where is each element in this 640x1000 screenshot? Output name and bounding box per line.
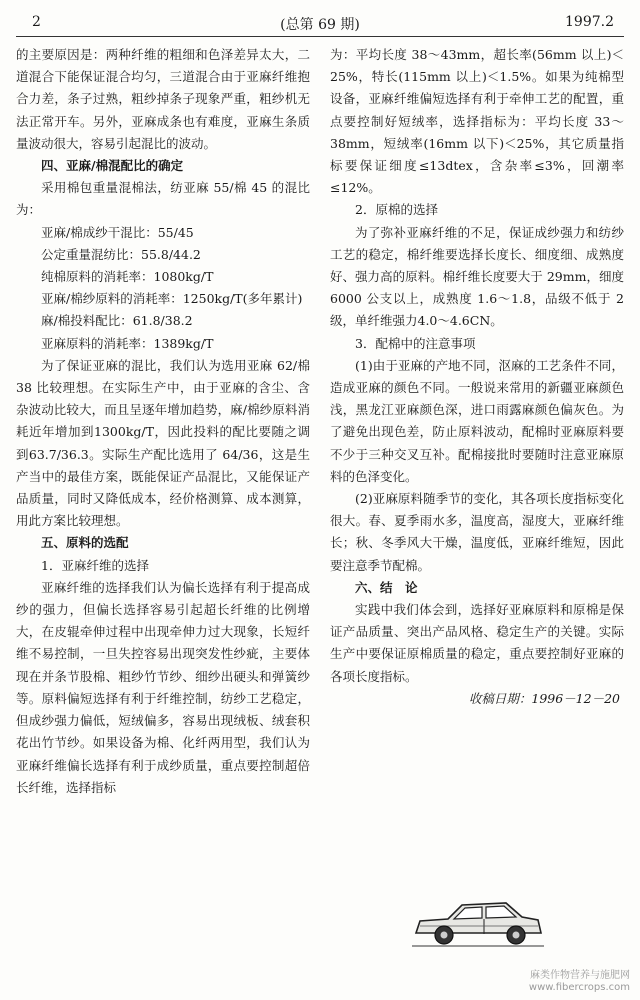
issue-date: 1997.2 — [565, 14, 614, 30]
paragraph: 公定重量混纺比：55.8/44.2 — [41, 246, 201, 262]
watermark — [529, 970, 630, 994]
watermark-url: www.fibercrops.com — [528, 982, 630, 993]
paragraph: 亚麻原料的消耗率：1389kg/T — [41, 335, 214, 351]
paragraph: 亚麻/棉成纱干混比：55/45 — [41, 224, 194, 240]
subsection-heading: 1．亚麻纤维的选择 — [41, 557, 149, 573]
paragraph: 纯棉原料的消耗率：1080kg/T — [41, 269, 214, 285]
watermark-name: 麻类作物营养与施肥网 — [530, 970, 630, 981]
received-date: 收稿日期：1996－12－20 — [468, 690, 620, 706]
section-heading: 五、原料的选配 — [41, 535, 129, 551]
page-header — [16, 8, 624, 37]
paragraph: 的主要原因是：两种纤维的粗细和色泽差异太大，二道混合下能保证混合均匀，三道混合由于亚麻纤维抱合力差，条子过熟，粗纱掉条子现象严重，粗纱机无法正常开车。另外，亚麻成条也有难度，亚麻生条质量波动很大，容易引起混比的波动。 — [16, 47, 310, 151]
car-illustration — [410, 893, 546, 955]
subsection-heading: 3．配棉中的注意事项 — [355, 335, 476, 351]
issue-number: (总第 69 期) — [280, 17, 360, 33]
paragraph: 亚麻/棉纱原料的消耗率：1250kg/T(多年累计) — [41, 291, 303, 307]
paragraph: 为：平均长度 38～43mm，超长率(56mm 以上)＜25%，特长(115mm 以上)＜1.5%。如果为纯棉型设备，亚麻纤维偏短选择有利于牵伸工艺的配置，重点要控制好短绒率，选择指标为：平均长度 33～38mm，短绒率(16mm 以下)＜25%，其它质量指标要保证细度≤13dtex，含杂率≤3%，回潮率≤12%。 — [330, 47, 624, 196]
paragraph: 为了弥补亚麻纤维的不足，保证成纱强力和纺纱工艺的稳定，棉纤维要选择长度长、细度细、成熟度好、强力高的原料。棉纤维长度要大于 29mm，细度 6000 公支以上，成熟度 1.6～1.8，品级不低于 2 级，单纤维强力4.0～4.6CN。 — [330, 224, 624, 329]
section-heading: 六、结 论 — [355, 579, 418, 595]
paragraph: (2)亚麻原料随季节的变化，其各项长度指标变化很大。春、夏季雨水多，温度高，湿度大，亚麻纤维长；秋、冬季风大干燥，温度低，亚麻纤维短，因此要注意季节配棉。 — [330, 491, 624, 573]
paragraph: (1)由于亚麻的产地不同，沤麻的工艺条件不同，造成亚麻的颜色不同。一般说来常用的新疆亚麻颜色浅，黑龙江亚麻颜色深，进口雨露麻颜色偏灰色。为了避免出现色差，防止原料波动，配棉时亚麻原料要不少于三种交叉互补。配棉接批时要随时注意亚麻原料的色泽变化。 — [330, 357, 624, 484]
subsection-heading: 2．原棉的选择 — [355, 202, 438, 218]
section-heading: 四、亚麻/棉混配比的确定 — [41, 158, 184, 174]
paragraph: 亚麻纤维的选择我们认为偏长选择有利于提高成纱的强力，但偏长选择容易引起超长纤维的比例增大，在皮辊牵伸过程中出现牵伸力过大现象，长短纤维不易控制，一旦失控容易出现突发性纱疵，主要体现在并条节股棉、粗纱竹节纱、细纱出硬头和弹簧纱等。原料偏短选择有利于纤维控制，纺纱工艺稳定，但成纱强力偏低，短绒偏多，容易出现绒板、绒套积花出竹节纱。如果设备为棉、化纤两用型，我们认为亚麻纤维偏长选择有利于成纱质量，重点要控制超倍长纤维，选择指标 — [16, 579, 310, 795]
paragraph: 为了保证亚麻的混比，我们认为选用亚麻 62/棉 38 比较理想。在实际生产中，由于亚麻的含尘、含杂波动比较大，而且呈逐年增加趋势，麻/棉纱原料消耗近年增加到1300kg/T，因此投料的配比要随之调到63.7/36.3。实际生产配比选用了 64/36，这是生产当中的最佳方案，既能保证产品混比，又能保证产品质量，同时又降低成本，经价格测算、成本测算，用此方案比较理想。 — [16, 357, 310, 529]
paragraph: 麻/棉投料配比：61.8/38.2 — [41, 313, 193, 329]
paragraph: 采用棉包重量混棉法，纺亚麻 55/棉 45 的混比为： — [16, 180, 310, 218]
left-column — [16, 44, 310, 799]
right-column — [330, 44, 624, 710]
page-number: 2 — [32, 14, 41, 30]
paragraph: 实践中我们体会到，选择好亚麻原料和原棉是保证产品质量、突出产品风格、稳定生产的关键。实际生产中要保证原棉质量的稳定，重点要控制好亚麻的各项长度指标。 — [330, 602, 624, 684]
